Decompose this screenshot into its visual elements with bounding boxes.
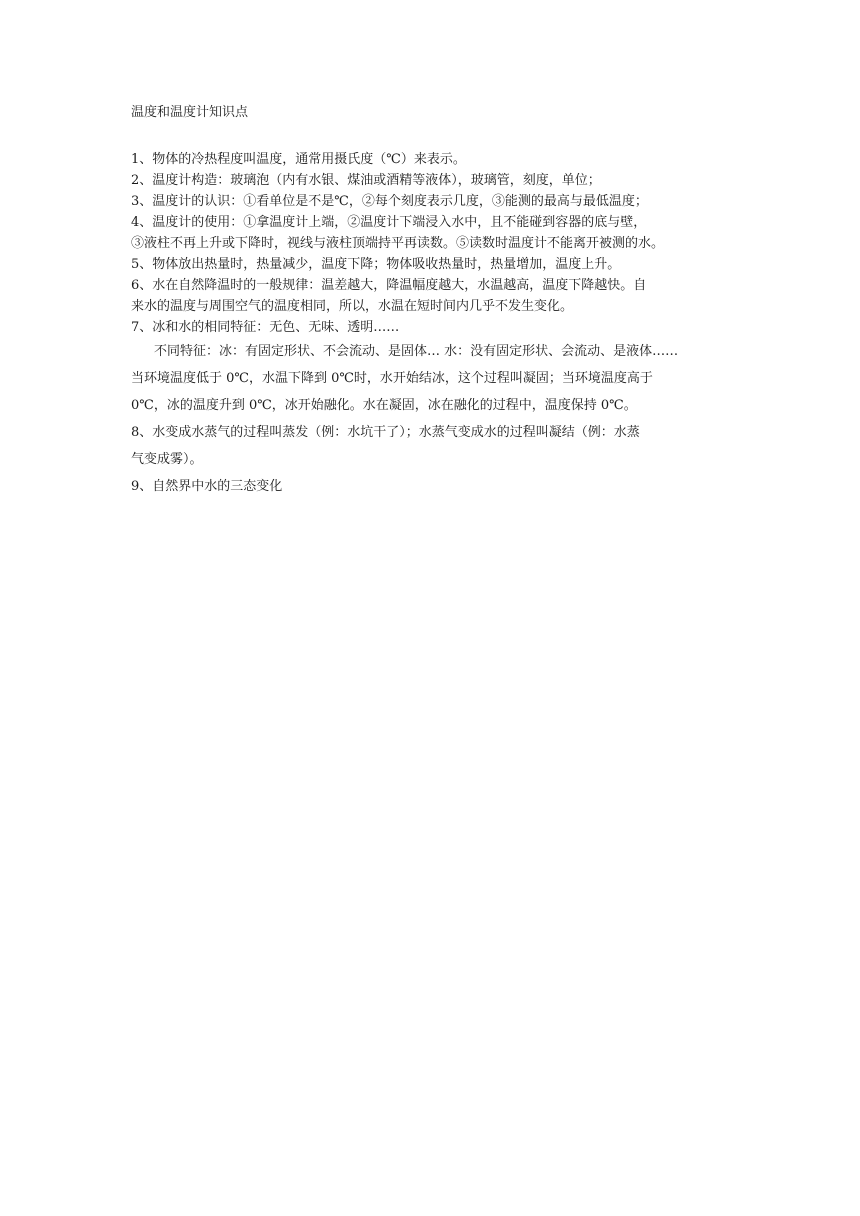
point-4-line: 4、温度计的使用：①拿温度计上端，②温度计下端浸入水中，且不能碰到容器的底与壁， — [131, 215, 647, 230]
point-7-differences: 不同特征：冰：有固定形状、不会流动、是固体… 水：没有固定形状、会流动、是液体…… — [154, 344, 679, 359]
point-8-continuation: 气变成雾）。 — [131, 452, 203, 467]
document-page — [131, 103, 731, 500]
point-9-line: 9、自然界中水的三态变化 — [131, 479, 283, 494]
point-3-line: 3、温度计的认识：①看单位是不是℃，②每个刻度表示几度，③能测的最高与最低温度； — [131, 194, 648, 209]
point-7-freezing: 当环境温度低于 0℃，水温下降到 0℃时，水开始结冰，这个过程叫凝固；当环境温度高于 — [131, 371, 653, 386]
point-6-continuation: 来水的温度与周围空气的温度相同，所以，水温在短时间内几乎不发生变化。 — [131, 299, 574, 314]
point-2-line: 2、温度计构造：玻璃泡（内有水银、煤油或酒精等液体），玻璃管，刻度，单位； — [131, 173, 601, 188]
point-5-line: 5、物体放出热量时，热量减少，温度下降；物体吸收热量时，热量增加，温度上升。 — [131, 257, 621, 272]
point-8-line: 8、水变成水蒸气的过程叫蒸发（例：水坑干了）；水蒸气变成水的过程叫凝结（例：水蒸 — [131, 425, 640, 440]
point-4-continuation: ③液柱不再上升或下降时，视线与液柱顶端持平再读数。⑤读数时温度计不能离开被测的水。 — [131, 236, 665, 251]
point-1-line: 1、物体的冷热程度叫温度，通常用摄氏度（℃）来表示。 — [131, 152, 466, 167]
document-title: 温度和温度计知识点 — [131, 105, 249, 120]
point-7-line: 7、冰和水的相同特征：无色、无味、透明…… — [131, 320, 400, 335]
point-6-line: 6、水在自然降温时的一般规律：温差越大，降温幅度越大，水温越高，温度下降越快。自 — [131, 278, 647, 293]
point-7-melting: 0℃，冰的温度升到 0℃，冰开始融化。水在凝固，冰在融化的过程中，温度保持 0℃。 — [131, 398, 637, 413]
